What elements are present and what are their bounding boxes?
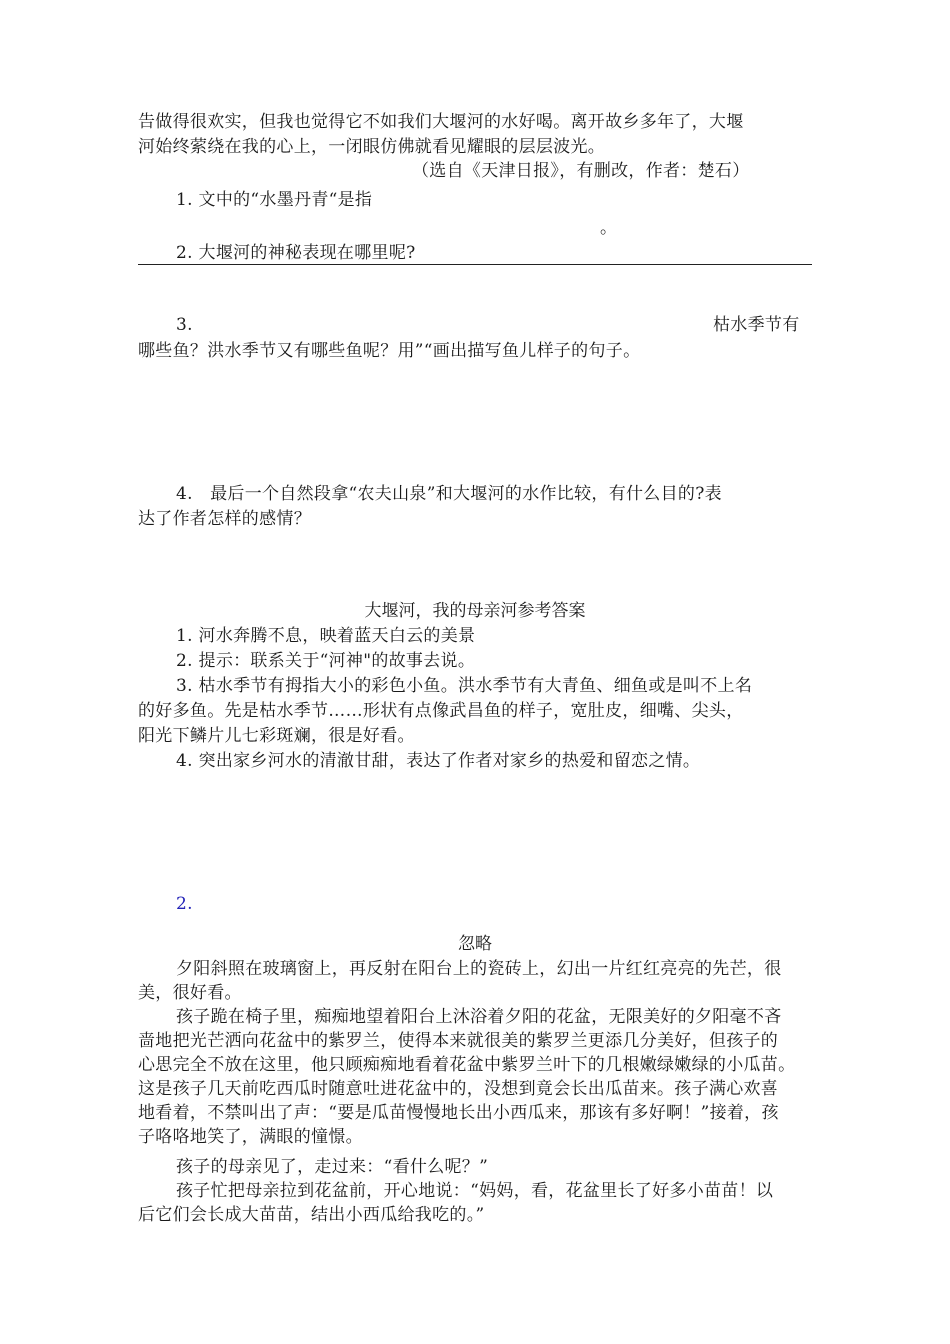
story-paragraph-line: 孩子忙把母亲拉到花盆前，开心地说：“妈妈，看，花盆里长了好多小苗苗！以 — [176, 1181, 774, 1201]
story-paragraph-line: 这是孩子几天前吃西瓜时随意吐进花盆中的，没想到竟会长出瓜苗来。孩子满心欢喜 — [138, 1079, 779, 1099]
passage-line: 告做得很欢实，但我也觉得它不如我们大堰河的水好喝。离开故乡多年了，大堰 — [138, 112, 744, 132]
answer-3-line: 的好多鱼。先是枯水季节……形状有点像武昌鱼的样子，宽肚皮，细嘴、尖头， — [138, 701, 744, 721]
answer-2: 2. 提示：联系关于“河神"的故事去说。 — [176, 651, 476, 671]
answer-line — [138, 264, 812, 265]
answer-3-line: 阳光下鳞片儿七彩斑斓，很是好看。 — [138, 726, 415, 746]
answer-1: 1. 河水奔腾不息，映着蓝天白云的美景 — [176, 626, 476, 646]
answers-title: 大堰河，我的母亲河参考答案 — [364, 601, 586, 621]
question-3-tail: 枯水季节有 — [713, 315, 800, 335]
story-paragraph-line: 后它们会长成大苗苗，结出小西瓜给我吃的。” — [138, 1205, 485, 1225]
source-citation: （选自《天津日报》，有删改，作者：楚石） — [412, 161, 750, 181]
answer-3-line: 3. 枯水季节有拇指大小的彩色小鱼。洪水季节有大青鱼、细鱼或是叫不上名 — [176, 676, 753, 696]
story-paragraph-line: 美，很好看。 — [138, 983, 242, 1003]
section-number: 2. — [176, 894, 193, 914]
story-paragraph-line: 孩子的母亲见了，走过来：“看什么呢？” — [176, 1157, 489, 1177]
question-3-line: 哪些鱼？洪水季节又有哪些鱼呢？用”“画出描写鱼儿样子的句子。 — [138, 341, 641, 361]
question-1: 1. 文中的“水墨丹青“是指 — [176, 190, 373, 210]
question-3-number: 3. — [176, 315, 193, 335]
question-4-line: 达了作者怎样的感情？ — [138, 509, 311, 529]
answer-4: 4. 突出家乡河水的清澈甘甜，表达了作者对家乡的热爱和留恋之情。 — [176, 751, 701, 771]
story-paragraph-line: 孩子跪在椅子里，痴痴地望着阳台上沐浴着夕阳的花盆，无限美好的夕阳毫不吝 — [176, 1007, 782, 1027]
passage-line: 河始终萦绕在我的心上，一闭眼仿佛就看见耀眼的层层波光。 — [138, 137, 606, 157]
story-paragraph-line: 子咯咯地笑了，满眼的憧憬。 — [138, 1127, 363, 1147]
story-title: 忽略 — [458, 934, 492, 954]
question-2: 2. 大堰河的神秘表现在哪里呢? — [176, 243, 416, 263]
story-paragraph-line: 地看着，不禁叫出了声：“要是瓜苗慢慢地长出小西瓜来，那该有多好啊！”接着，孩 — [138, 1103, 779, 1123]
question-4-line: 4. 最后一个自然段拿“农夫山泉”和大堰河的水作比较，有什么目的?表 — [176, 484, 722, 504]
story-paragraph-line: 心思完全不放在这里，他只顾痴痴地看着花盆中紫罗兰叶下的几根嫩绿嫩绿的小瓜苗。 — [138, 1055, 796, 1075]
question-1-end-mark: 。 — [600, 218, 618, 238]
story-paragraph-line: 啬地把光芒洒向花盆中的紫罗兰，使得本来就很美的紫罗兰更添几分美好，但孩子的 — [138, 1031, 779, 1051]
story-paragraph-line: 夕阳斜照在玻璃窗上，再反射在阳台上的瓷砖上，幻出一片红红亮亮的先芒，很 — [176, 959, 782, 979]
